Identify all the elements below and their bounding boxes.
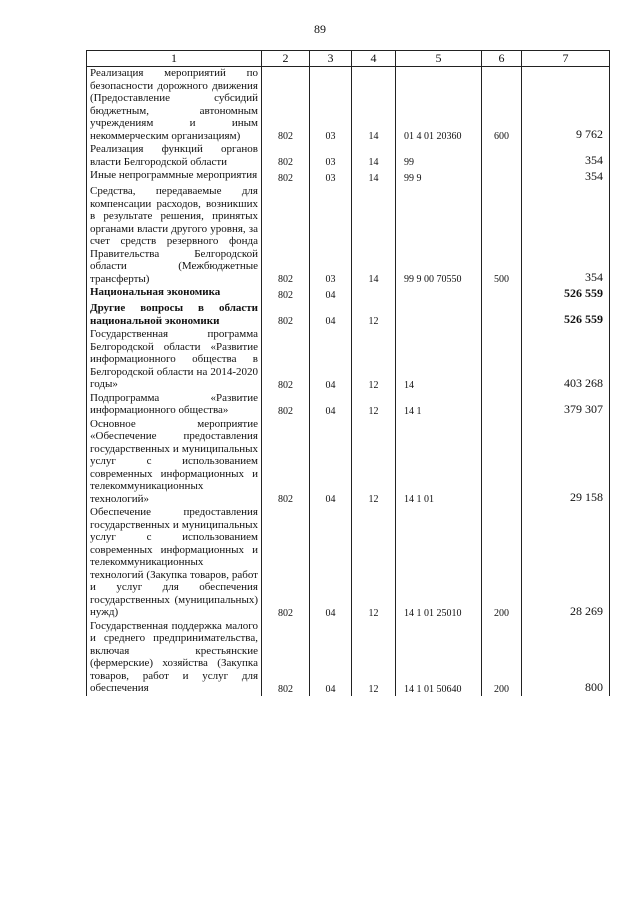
budget-table: [86, 50, 610, 696]
item-name: Государственная поддержка малого и среднего предпринимательства, включая крестьянские (фермерские) хозяйства (Закупка товаров, работ и услуг для обеспечения: [87, 620, 262, 696]
table-row: [87, 620, 610, 696]
table-row: [87, 169, 610, 185]
section-code: 04: [310, 620, 352, 696]
expense-type-code: 200: [482, 506, 522, 620]
column-header: 6: [482, 51, 522, 67]
item-name: Реализация мероприятий по безопасности дорожного движения (Предоставление субсидий бюджетным, автономным учреждениям и иным некоммерческим организациям): [87, 67, 262, 144]
ministry-code: 802: [262, 143, 310, 169]
page-number: 89: [314, 22, 326, 36]
column-header: 1: [87, 51, 262, 67]
amount: 354: [522, 143, 610, 169]
section-code: 03: [310, 67, 352, 144]
target-article-code: 14 1: [396, 392, 482, 418]
subsection-code: 12: [352, 418, 396, 507]
section-code: 04: [310, 418, 352, 507]
table-row: [87, 143, 610, 169]
section-code: 03: [310, 185, 352, 286]
ministry-code: 802: [262, 506, 310, 620]
item-name: Другие вопросы в области национальной экономики: [87, 302, 262, 328]
target-article-code: 14 1 01 25010: [396, 506, 482, 620]
amount: 29 158: [522, 418, 610, 507]
target-article-code: 14: [396, 328, 482, 392]
subsection-code: 14: [352, 67, 396, 144]
item-name: Обеспечение предоставления государственных и муниципальных услуг с использованием современных информационных и телекоммуникационных технологий (Закупка товаров, работ и услуг для обеспечения государственных (муниципальных) нужд): [87, 506, 262, 620]
column-header: 7: [522, 51, 610, 67]
expense-type-code: 500: [482, 185, 522, 286]
item-name: Национальная экономика: [87, 286, 262, 302]
expense-type-code: [482, 143, 522, 169]
item-name: Государственная программа Белгородской области «Развитие информационного общества в Белгородской области на 2014-2020 годы»: [87, 328, 262, 392]
table-row: [87, 67, 610, 144]
section-code: 04: [310, 302, 352, 328]
subsection-code: 14: [352, 143, 396, 169]
target-article-code: 14 1 01 50640: [396, 620, 482, 696]
amount: 28 269: [522, 506, 610, 620]
expense-type-code: [482, 302, 522, 328]
subsection-code: 12: [352, 620, 396, 696]
amount: 800: [522, 620, 610, 696]
amount: 354: [522, 169, 610, 185]
target-article-code: 99 9: [396, 169, 482, 185]
subsection-code: 12: [352, 392, 396, 418]
ministry-code: 802: [262, 67, 310, 144]
target-article-code: [396, 302, 482, 328]
subsection-code: 14: [352, 185, 396, 286]
subsection-code: 12: [352, 506, 396, 620]
amount: 354: [522, 185, 610, 286]
amount: 379 307: [522, 392, 610, 418]
item-name: Подпрограмма «Развитие информационного общества»: [87, 392, 262, 418]
subsection-code: 12: [352, 328, 396, 392]
ministry-code: 802: [262, 620, 310, 696]
section-code: 04: [310, 506, 352, 620]
amount: 526 559: [522, 286, 610, 302]
amount: 9 762: [522, 67, 610, 144]
expense-type-code: [482, 328, 522, 392]
amount: 526 559: [522, 302, 610, 328]
ministry-code: 802: [262, 286, 310, 302]
expense-type-code: 200: [482, 620, 522, 696]
item-name: Основное мероприятие «Обеспечение предоставления государственных и муниципальных услуг с использованием современных информационных и телекоммуникационных технологий»: [87, 418, 262, 507]
column-header: 4: [352, 51, 396, 67]
expense-type-code: [482, 392, 522, 418]
expense-type-code: [482, 169, 522, 185]
target-article-code: 99: [396, 143, 482, 169]
section-code: 03: [310, 169, 352, 185]
section-code: 04: [310, 286, 352, 302]
ministry-code: 802: [262, 328, 310, 392]
table-header-row: [87, 51, 610, 67]
column-header: 5: [396, 51, 482, 67]
target-article-code: 14 1 01: [396, 418, 482, 507]
subsection-code: [352, 286, 396, 302]
table-row: [87, 418, 610, 507]
subsection-code: 12: [352, 302, 396, 328]
table-row: [87, 185, 610, 286]
ministry-code: 802: [262, 418, 310, 507]
section-code: 04: [310, 328, 352, 392]
table-row: [87, 392, 610, 418]
table-row: [87, 328, 610, 392]
target-article-code: 01 4 01 20360: [396, 67, 482, 144]
ministry-code: 802: [262, 392, 310, 418]
amount: 403 268: [522, 328, 610, 392]
ministry-code: 802: [262, 302, 310, 328]
section-code: 04: [310, 392, 352, 418]
item-name: Средства, передаваемые для компенсации расходов, возникших в результате решения, принятых органами власти другого уровня, за счет средств резервного фонда Правительства Белгородской области (Межбюджетные трансферты): [87, 185, 262, 286]
table-row: [87, 506, 610, 620]
ministry-code: 802: [262, 185, 310, 286]
column-header: 2: [262, 51, 310, 67]
subsection-code: 14: [352, 169, 396, 185]
table-row: [87, 302, 610, 328]
section-code: 03: [310, 143, 352, 169]
item-name: Реализация функций органов власти Белгородской области: [87, 143, 262, 169]
target-article-code: [396, 286, 482, 302]
column-header: 3: [310, 51, 352, 67]
expense-type-code: [482, 418, 522, 507]
ministry-code: 802: [262, 169, 310, 185]
expense-type-code: 600: [482, 67, 522, 144]
table-row: [87, 286, 610, 302]
item-name: Иные непрограммные мероприятия: [87, 169, 262, 185]
target-article-code: 99 9 00 70550: [396, 185, 482, 286]
expense-type-code: [482, 286, 522, 302]
